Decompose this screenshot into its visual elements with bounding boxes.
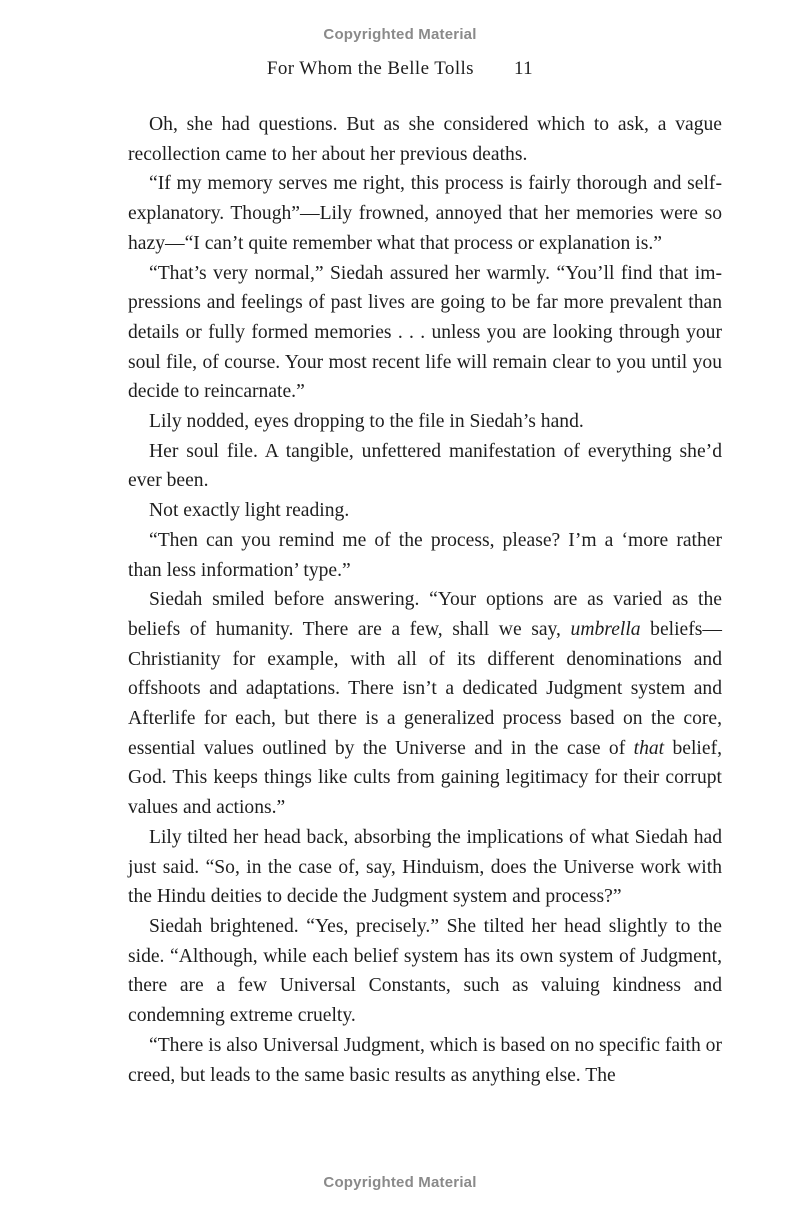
paragraph: Oh, she had questions. But as she considered which to ask, a vague recollection came to her about her previous deaths. [128,114,722,165]
copyright-watermark-bottom: Copyrighted Material [323,1174,477,1191]
book-title: For Whom the Belle Tolls [266,58,474,79]
paragraph: Lily nodded, eyes dropping to the file in Siedah’s hand. [149,411,584,433]
body-text [128,110,722,1090]
paragraph-segment: Siedah smiled before answering. “Your options are as varied as the beliefs of humanity. There are a few, shall we say, [128,589,722,640]
paragraph: Not exactly light reading. [149,500,350,522]
paragraph: “There is also Universal Judgment, which is based on no specific faith or creed, but leads to the same basic results as anything else. The [128,1034,722,1086]
paragraph: “That’s very normal,” Siedah assured her warmly. “You’ll find that impressions and feelings of past lives are going to be far more prevalent than details or fully formed memories . . . unless you are looking through your soul file, of course. Your most recent life will remain clear to you until you decide to reincarnate.” [128,262,722,403]
paragraph-segment: beliefs—Christianity for example, with all of its different denominations and offshoots and adaptations. There isn’t a dedicated Judgment system and Afterlife for each, but there is a generalized process based on the core, essential values outlined by the Universe and in the case of [128,618,722,759]
copyright-watermark-top: Copyrighted Material [323,26,477,43]
paragraph: Her soul file. A tangible, unfettered manifestation of everything she’d ever been. [128,440,722,492]
paragraph: Lily tilted her head back, absorbing the implications of what Siedah had just said. “So, in the case of, say, Hinduism, does the Universe work with the Hindu deities to decide the Judgment system and process?” [128,826,722,908]
emphasis-umbrella: umbrella [570,618,641,640]
page-number: 11 [513,58,534,79]
running-header [0,58,800,80]
paragraph [128,585,722,823]
paragraph: Siedah brightened. “Yes, precisely.” She tilted her head slightly to the side. “Although, while each belief system has its own system of Judgment, there are a few Universal Constants, such as valuing kindness and condemning extreme cruelty. [128,915,722,1027]
emphasis-that: that [633,737,665,759]
paragraph: “If my memory serves me right, this process is fairly thorough and self-explanatory. Though”—Lily frowned, annoyed that her memories were so hazy—“I can’t quite remember what that process or explanation is.” [128,173,722,254]
paragraph-segment: belief, God. This keeps things like cults from gaining legitimacy for their corrupt values and actions.” [128,737,723,819]
paragraph: “Then can you remind me of the process, please? I’m a ‘more rather than less information’ type.” [128,529,722,581]
